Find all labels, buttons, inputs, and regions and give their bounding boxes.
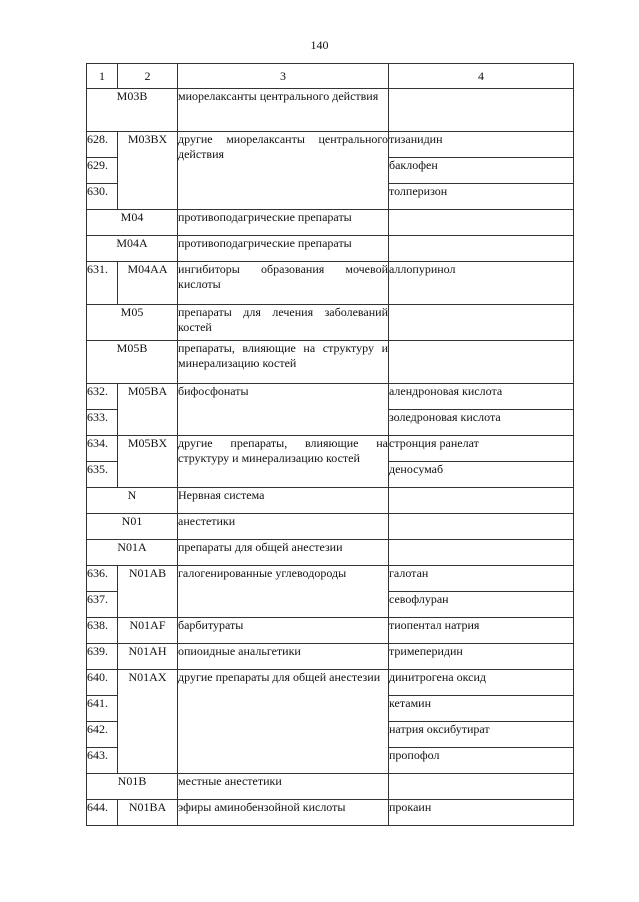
drug-cell-empty [389, 514, 574, 540]
group-description: опиоидные анальгетики [178, 644, 389, 670]
atc-code: M04AA [118, 262, 178, 305]
atc-code: M04A [87, 236, 178, 262]
atc-code: N01BA [118, 800, 178, 826]
drug-name: кетамин [389, 696, 574, 722]
atc-code: N01A [87, 540, 178, 566]
group-row [87, 514, 574, 540]
group-description: другие миорелаксанты центрального действия [178, 132, 389, 210]
group-row [87, 341, 574, 384]
drug-name: тизанидин [389, 132, 574, 158]
group-row [87, 89, 574, 132]
table-row [87, 644, 574, 670]
row-number: 639. [87, 644, 118, 670]
row-number: 633. [87, 410, 118, 436]
row-number: 629. [87, 158, 118, 184]
table-row [87, 262, 574, 305]
drug-cell-empty [389, 341, 574, 384]
drug-name: толперизон [389, 184, 574, 210]
group-description: эфиры аминобензойной кислоты [178, 800, 389, 826]
row-number: 632. [87, 384, 118, 410]
group-row [87, 540, 574, 566]
group-row [87, 236, 574, 262]
group-description: ингибиторы образования мочевой кислоты [178, 262, 389, 305]
group-row [87, 305, 574, 341]
atc-code: N01AH [118, 644, 178, 670]
group-description: анестетики [178, 514, 389, 540]
page-number: 140 [310, 38, 329, 52]
group-description: другие препараты для общей анестезии [178, 670, 389, 774]
atc-code: M05 [87, 305, 178, 341]
atc-code: M05BX [118, 436, 178, 488]
table-row [87, 132, 574, 158]
row-number: 642. [87, 722, 118, 748]
row-number: 628. [87, 132, 118, 158]
group-row [87, 488, 574, 514]
group-description: препараты, влияющие на структуру и минерализацию костей [178, 341, 389, 384]
group-description: Нервная система [178, 488, 389, 514]
table-row [87, 800, 574, 826]
table-row [87, 436, 574, 462]
atc-code: M03B [87, 89, 178, 132]
atc-code: M05B [87, 341, 178, 384]
row-number: 641. [87, 696, 118, 722]
drug-name: пропофол [389, 748, 574, 774]
group-description: другие препараты, влияющие на структуру и минерализацию костей [178, 436, 389, 488]
header-col-3: 3 [178, 64, 389, 89]
group-description: противоподагрические препараты [178, 210, 389, 236]
drug-name: прокаин [389, 800, 574, 826]
row-number: 643. [87, 748, 118, 774]
group-description: барбитураты [178, 618, 389, 644]
drug-cell-empty [389, 210, 574, 236]
atc-code: M03BX [118, 132, 178, 210]
group-row [87, 210, 574, 236]
drug-cell-empty [389, 89, 574, 132]
drug-name: галотан [389, 566, 574, 592]
atc-code: N [87, 488, 178, 514]
drug-name: тримеперидин [389, 644, 574, 670]
atc-code: N01B [87, 774, 178, 800]
atc-code: N01AB [118, 566, 178, 618]
row-number: 640. [87, 670, 118, 696]
drug-name: баклофен [389, 158, 574, 184]
header-col-4: 4 [389, 64, 574, 89]
row-number: 634. [87, 436, 118, 462]
row-number: 636. [87, 566, 118, 592]
drug-name: тиопентал натрия [389, 618, 574, 644]
drug-cell-empty [389, 540, 574, 566]
group-row [87, 774, 574, 800]
header-col-2: 2 [118, 64, 178, 89]
atc-code: M04 [87, 210, 178, 236]
row-number: 631. [87, 262, 118, 305]
drug-name: золедроновая кислота [389, 410, 574, 436]
table-row [87, 618, 574, 644]
group-description: галогенированные углеводороды [178, 566, 389, 618]
drug-classification-table [86, 63, 574, 826]
atc-code: N01 [87, 514, 178, 540]
header-row [87, 64, 574, 89]
drug-name: стронция ранелат [389, 436, 574, 462]
row-number: 638. [87, 618, 118, 644]
group-description: препараты для общей анестезии [178, 540, 389, 566]
atc-code: N01AF [118, 618, 178, 644]
table-row [87, 566, 574, 592]
drug-cell-empty [389, 305, 574, 341]
row-number: 637. [87, 592, 118, 618]
drug-name: натрия оксибутират [389, 722, 574, 748]
drug-name: алендроновая кислота [389, 384, 574, 410]
drug-name: динитрогена оксид [389, 670, 574, 696]
atc-code: M05BA [118, 384, 178, 436]
drug-name: деносумаб [389, 462, 574, 488]
group-description: миорелаксанты центрального действия [178, 89, 389, 132]
drug-cell-empty [389, 774, 574, 800]
group-description: препараты для лечения заболеваний костей [178, 305, 389, 341]
table-row [87, 384, 574, 410]
header-col-1: 1 [87, 64, 118, 89]
drug-name: севофлуран [389, 592, 574, 618]
group-description: местные анестетики [178, 774, 389, 800]
drug-cell-empty [389, 488, 574, 514]
table-row [87, 670, 574, 696]
group-description: противоподагрические препараты [178, 236, 389, 262]
drug-name: аллопуринол [389, 262, 574, 305]
drug-cell-empty [389, 236, 574, 262]
group-description: бифосфонаты [178, 384, 389, 436]
row-number: 630. [87, 184, 118, 210]
atc-code: N01AX [118, 670, 178, 774]
row-number: 644. [87, 800, 118, 826]
row-number: 635. [87, 462, 118, 488]
